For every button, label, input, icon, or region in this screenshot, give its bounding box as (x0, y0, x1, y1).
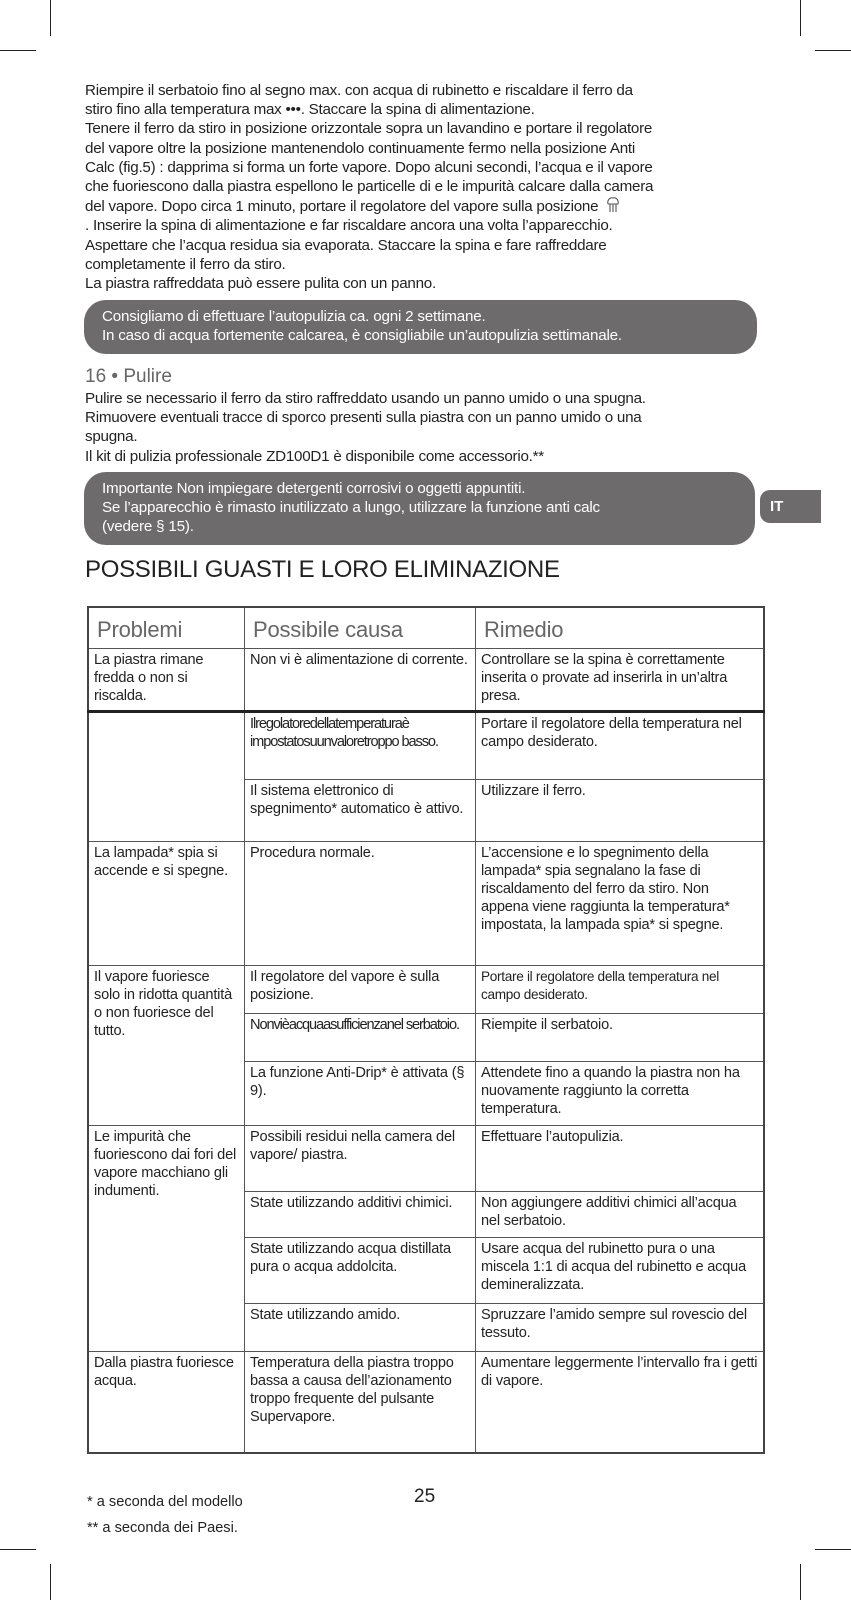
remedy-cell: L’accensione e lo spegnimento della lampada* spia segnalano la fase di riscaldamento del ferro da stiro. Non appena viene raggiunta la temperatura* impostata, la lampada spia* si spegne. (476, 841, 765, 965)
column-header: Possibile causa (245, 607, 476, 649)
footnote: * a seconda del modello (87, 1494, 243, 1510)
footnote: ** a seconda dei Paesi. (87, 1520, 238, 1536)
note-line: (vedere § 15). (102, 518, 194, 535)
remedy-cell: Controllare se la spina è correttamente inserita o provate ad inserirla in un’altra presa. (476, 649, 765, 712)
note-line: In caso di acqua fortemente calcarea, è consigliabile un’autopulizia settimanale. (102, 327, 622, 344)
cause-cell: Possibili residui nella camera del vapore/ piastra. (245, 1125, 476, 1191)
text-line: spugna. (85, 428, 138, 446)
remedy-cell: Effettuare l’autopulizia. (476, 1125, 765, 1191)
problem-cell: La piastra rimane fredda o non si riscalda. (88, 649, 245, 712)
section-16-paragraph (85, 389, 765, 466)
text-line: Pulire se necessario il ferro da stiro raffreddato usando un panno umido o una spugna. (85, 390, 646, 407)
table-header-row (88, 607, 764, 649)
text-line: Aspettare che l’acqua residua sia evaporata. Staccare la spina e fare raffreddare (85, 236, 607, 254)
text-line: del vapore oltre la posizione mantenendolo continuamente fermo nella posizione Anti (85, 139, 635, 157)
remedy-cell: Non aggiungere additivi chimici all’acqua nel serbatoio. (476, 1191, 765, 1237)
table-row (88, 711, 764, 779)
text-line: che fuoriescono dalla piastra espellono le particelle di e le impurità calcare dalla camera (85, 178, 654, 196)
text-line: Tenere il ferro da stiro in posizione orizzontale sopra un lavandino e portare il regolatore (85, 120, 653, 138)
problem-cell: Dalla piastra fuoriesce acqua. (88, 1351, 245, 1453)
crop-mark (800, 1564, 801, 1600)
text-line: stiro fino alla temperatura max •••. Staccare la spina di alimentazione. (85, 101, 535, 119)
table-row (88, 965, 764, 1013)
text-line: Rimuovere eventuali tracce di sporco presenti sulla piastra con un panno umido o una (85, 409, 642, 427)
cause-cell: Non vi è alimentazione di corrente. (245, 649, 476, 712)
cause-cell: Procedura normale. (245, 841, 476, 965)
text-line: Riempire il serbatoio fino al segno max. con acqua di rubinetto e riscaldare il ferro da (85, 82, 633, 99)
text-line (85, 196, 765, 216)
remedy-cell: Aumentare leggermente l’intervallo fra i getti di vapore. (476, 1351, 765, 1453)
crop-mark (815, 1549, 851, 1550)
crop-mark (815, 50, 851, 51)
cause-cell: La funzione Anti-Drip* è attivata (§ 9). (245, 1061, 476, 1125)
warning-note (84, 472, 755, 545)
tip-note (84, 300, 757, 354)
crop-mark (800, 0, 801, 36)
steam-off-icon (604, 196, 622, 214)
troubleshooting-title: POSSIBILI GUASTI E LORO ELIMINAZIONE (85, 556, 560, 583)
column-header: Rimedio (476, 607, 765, 649)
column-header: Problemi (88, 607, 245, 649)
intro-paragraph (85, 81, 765, 293)
problem-cell: Il vapore fuoriesce solo in ridotta quantità o non fuoriesce del tutto. (88, 965, 245, 1125)
note-line: Se l’apparecchio è rimasto inutilizzato a lungo, utilizzare la funzione anti calc (102, 499, 600, 516)
problem-cell: Le impurità che fuoriescono dai fori del vapore macchiano gli indumenti. (88, 1125, 245, 1351)
cause-cell: State utilizzando additivi chimici. (245, 1191, 476, 1237)
section-heading: 16 • Pulire (85, 366, 172, 387)
text-line-content: del vapore. Dopo circa 1 minuto, portare il regolatore del vapore sulla posizione (85, 198, 599, 216)
note-line: Importante Non impiegare detergenti corrosivi o oggetti appuntiti. (102, 480, 526, 497)
note-line: Consigliamo di effettuare l’autopulizia ca. ogni 2 settimane. (102, 308, 486, 325)
crop-mark (0, 1549, 36, 1550)
text-line: Il kit di pulizia professionale ZD100D1 è disponibile come accessorio.** (85, 447, 544, 465)
language-tab: IT (760, 490, 821, 523)
cause-cell: Il regolatore del vapore è sulla posizione. (245, 965, 476, 1013)
cause-cell: Ilregolatoredellatemperaturaè impostatosuunvaloretroppo basso. (245, 711, 476, 779)
text-line: completamente il ferro da stiro. (85, 255, 286, 273)
cause-cell: Nonvièacquaasufficienzanel serbatoio. (245, 1013, 476, 1061)
cause-cell: State utilizzando amido. (245, 1303, 476, 1351)
crop-mark (50, 1564, 51, 1600)
remedy-cell: Portare il regolatore della temperatura nel campo desiderato. (476, 965, 765, 1013)
remedy-cell: Usare acqua del rubinetto pura o una miscela 1:1 di acqua del rubinetto e acqua demineralizzata. (476, 1237, 765, 1303)
table-row (88, 841, 764, 965)
table-row (88, 1351, 764, 1453)
problem-cell (88, 711, 245, 841)
problem-cell: La lampada* spia si accende e si spegne. (88, 841, 245, 965)
remedy-cell: Portare il regolatore della temperatura nel campo desiderato. (476, 711, 765, 779)
crop-mark (0, 50, 36, 51)
text-line: Calc (fig.5) : dapprima si forma un forte vapore. Dopo alcuni secondi, l’acqua e il vapore (85, 158, 653, 176)
remedy-cell: Spruzzare l’amido sempre sul rovescio del tessuto. (476, 1303, 765, 1351)
cause-cell: Il sistema elettronico di spegnimento* automatico è attivo. (245, 779, 476, 841)
cause-cell: Temperatura della piastra troppo bassa a causa dell’azionamento troppo frequente del pulsante Supervapore. (245, 1351, 476, 1453)
cause-cell: State utilizzando acqua distillata pura o acqua addolcita. (245, 1237, 476, 1303)
troubleshooting-table (87, 606, 765, 1454)
page-number: 25 (414, 1486, 436, 1507)
remedy-cell: Riempite il serbatoio. (476, 1013, 765, 1061)
remedy-cell: Attendete fino a quando la piastra non ha nuovamente raggiunto la corretta temperatura. (476, 1061, 765, 1125)
remedy-cell: Utilizzare il ferro. (476, 779, 765, 841)
crop-mark (50, 0, 51, 36)
text-line: La piastra raffreddata può essere pulita con un panno. (85, 275, 436, 293)
table-row (88, 649, 764, 712)
table-row (88, 1125, 764, 1191)
text-line: . Inserire la spina di alimentazione e far riscaldare ancora una volta l’apparecchio. (85, 217, 613, 235)
